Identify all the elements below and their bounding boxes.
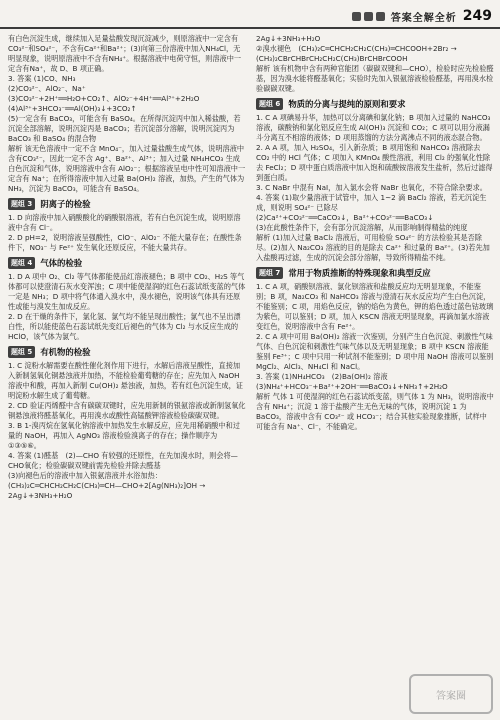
paragraph: 解析 该有机物中含有两种官能团（碳碳双键和—CHO），检验时应先检验醛基，因为溴水能将醛基氧化；实验时先加入银氨溶液检验醛基，再用溴水检验碳碳双键。 [256,64,494,93]
section-heading [256,98,494,110]
paragraph: 4. 答案 (1)醛基 (2)—CHO 有较强的还原性，在先加溴水时，则会将—CHO氧化；检验碳碳双键前需先检验并除去醛基 [8,451,238,470]
paragraph: ②溴水褪色 (CH₃)₂C═CHCH₂CH₂C(CH₃)═CHCOOH+2Br₂ → (CH₃)₂CBrCHBrCH₂CH₂C(CH₃)BrCHBrCOOH [256,44,457,63]
paragraph: 1. C A 项，硝酸钡溶液、氯化钡溶液和盐酸反应均无明显现象，不能鉴别；B 项，Na₂CO₃ 和 NaHCO₃ 溶液与澄清石灰水反应均产生白色沉淀，不能鉴别；C 项，用焰色反应，钠的焰色为黄色，钾的焰色透过蓝色钴玻璃为紫色，可以鉴别；D 项，加入 KSCN 溶液无明显现象，再滴加氯水溶液变红色，说明溶液中含有 Fe²⁺。 [256,282,494,331]
section-title: 有机物的检验 [40,347,91,357]
paragraph: (2)Ca²⁺+CO₃²⁻══CaCO₃↓，Ba²⁺+CO₃²⁻══BaCO₃↓ [256,213,434,222]
section-badge: 题组 5 [8,346,35,358]
header-icons [352,12,385,21]
paragraph: 2Ag↓+3NH₃+H₂O [256,34,321,43]
paragraph: 3. 答案 (1)NH₄HCO₃ (2)Ba(OH)₂ 溶液 (3)NH₄⁺+HCO₃⁻+Ba²⁺+2OH⁻══BaCO₃↓+NH₃↑+2H₂O [256,372,448,391]
section-badge: 题组 7 [256,267,283,279]
header [352,6,492,26]
paragraph: 4. 答案 (1)取少量溶液于试管中，加入 1~2 滴 BaCl₂ 溶液，若无沉淀生成，则说明 SO₄²⁻ 已除尽 [256,193,487,212]
page-number: 249 [462,8,492,24]
section-title: 物质的分离与提纯的原则和要求 [288,99,406,109]
watermark-text: 答案圈 [409,674,493,714]
watermark-logo [408,674,494,714]
paragraph: 3. 答案 (1)CO、NH₃ [8,74,76,83]
section-title: 气体的检验 [40,258,83,268]
section-heading [8,198,246,210]
section-badge: 题组 3 [8,198,35,210]
paragraph: 1. C 淀粉水解需要在酸性催化剂作用下进行，水解后溶液呈酸性，直接加入新制氢氧化铜悬浊液并加热，不能检验葡萄糖的存在；应先加入 NaOH 溶液中和酸，再加入新制 Cu(OH)₂ 悬浊液，加热，若有红色沉淀生成，证明淀粉水解生成了葡萄糖。 [8,361,243,400]
paragraph: (2)CO₃²⁻、AlO₂⁻、Na⁺ [8,84,86,93]
right-column [256,34,494,432]
paragraph: (5)一定含有 BaCO₃，可能含有 BaSO₄。在所得沉淀丙中加入稀盐酸，若沉淀全部溶解，说明沉淀丙是 BaCO₃；若沉淀部分溶解，说明沉淀丙为 BaCO₃ 和 BaSO₄ 的混合物 [8,114,241,143]
section-title: 常用于物质推断的特殊现象和典型反应 [288,268,431,278]
paragraph: (3)向褪色后的溶液中加入银氨溶液并水浴加热：(CH₃)₂C═CHCH₂CH₂C(CH₃)═CH—CHO+2[Ag(NH₃)₂]OH → 2Ag↓+3NH₃+H₂O [8,471,206,500]
paragraph: 2. A A 项，加入 H₂SO₄，引入新杂质；B 项用饱和 NaHCO₃ 溶液除去 CO₂ 中的 HCl 气体；C 项加入 KMnO₄ 酸性溶液，利用 Cl₂ 的强氧化性除去 FeCl₂；D 项中蛋白质溶液中加入饱和硫酸铵溶液发生盐析，然后过滤得到蛋白质。 [256,143,493,182]
paragraph: (4)Al³⁺+3HCO₃⁻══Al(OH)₃↓+3CO₂↑ [8,104,137,113]
paragraph: 解析 (1)加入过量 BaCl₂ 溶液后，可用检验 SO₄²⁻ 的方法检验其是否除尽。(2)加入 Na₂CO₃ 溶液的目的是除去 Ca²⁺ 和过量的 Ba²⁺。(3)若先加入盐酸再过滤，生成的沉淀会部分溶解，导致所得精盐不纯。 [256,233,490,262]
paragraph: 1. D 向溶液中加入硝酸酸化的硝酸银溶液，若有白色沉淀生成，说明原溶液中含有 Cl⁻。 [8,213,241,232]
section-heading [8,257,246,269]
paragraph: 2. D 在干燥的条件下，氯化氢、氯气均不能呈现出酸性；氯气也不呈出漂白性，所以能使蓝色石蕊试纸先变红后褪色的气体为 Cl₂ 与水反应生成的 HClO，该气体为氯气。 [8,312,241,341]
square-icon [352,12,361,21]
paragraph: (3)CO₃²⁻+2H⁺══H₂O+CO₂↑、AlO₂⁻+4H⁺══Al³⁺+2H₂O [8,94,200,103]
square-icon [364,12,373,21]
paragraph: 2. C A 项中可用 Ba(OH)₂ 溶液一次鉴别，分别产生白色沉淀、刺激性气味气体、白色沉淀和刺激性气味气体以及无明显现象；B 项中 KSCN 溶液能鉴别 Fe³⁺；C 项中只用一种试剂不能鉴别；D 项中用 NaOH 溶液可以鉴别 MgCl₂、AlCl₃、NH₄Cl 和 NaCl。 [256,332,494,371]
section-heading [8,346,246,358]
paragraph: 2. D pH=2，说明溶液呈强酸性，ClO⁻、AlO₂⁻ 不能大量存在；在酸性条件下，NO₃⁻ 与 Fe²⁺ 发生氧化还原反应，不能大量共存。 [8,233,242,252]
header-rule [0,27,500,29]
paragraph: 3. B 1-溴丙烷在氢氧化钠溶液中加热发生水解反应，应先用稀硝酸中和过量的 NaOH，再加入 AgNO₃ 溶液检验溴离子的存在；操作顺序为①③⑤⑥。 [8,421,240,450]
square-icon [376,12,385,21]
paragraph: 解析 气体 1 可使湿润的红色石蕊试纸变蓝，则气体 1 为 NH₃，说明溶液中含有 NH₄⁺；沉淀 1 溶于盐酸产生无色无味的气体，说明沉淀 1 为 BaCO₃，溶液中含有 CO₃²⁻ 或 HCO₃⁻；结合其他实验现象推断，试样中可能含有 Na⁺、Cl⁻，不能确定。 [256,392,494,431]
paragraph: 3. C NaBr 中混有 NaI，加入氯水会将 NaBr 也氧化，不符合除杂要求。 [256,183,487,192]
section-heading [256,267,494,279]
header-title: 答案全解全析 [390,12,457,24]
paragraph: 2. CD 验证丙烯醛中含有碳碳双键时，应先用新制的银氨溶液或新制氢氧化铜悬浊液将醛基氧化，再用溴水或酸性高锰酸钾溶液检验碳碳双键。 [8,401,246,420]
section-title: 阴离子的检验 [40,199,91,209]
paragraph: (3)在此酸性条件下，会有部分沉淀溶解，从而影响制得精盐的纯度 [256,223,468,232]
paragraph: 解析 该无色溶液中一定不含 MnO₄⁻，加入过量盐酸生成气体，说明溶液中含有CO₃²⁻，因此一定不含 Ag⁺、Ba²⁺、Al³⁺；加入过量 NH₄HCO₃ 生成白色沉淀和气体，说明溶液中含有 AlO₂⁻；根据溶液呈电中性可知溶液中一定含有 Na⁺；在所得溶液中加入过量 Ba(OH)₂ 溶液，加热，产生的气体为 NH₃，沉淀为 BaCO₃，可能含有 BaSO₄。 [8,144,246,193]
paragraph: 1. D A 项中 O₂、Cl₂ 等气体都能使品红溶液褪色；B 项中 CO₂、H₂S 等气体都可以使澄清石灰水变浑浊；C 项中能使湿润的红色石蕊试纸变蓝的气体一定是 NH₃；D 项中将气体通入溴水中，溴水褪色，说明该气体具有还原性或能与溴发生加成反应。 [8,272,246,311]
section-badge: 题组 4 [8,257,35,269]
left-column [8,34,246,501]
paragraph: 1. C A 项碘易升华，加热可以分离碘和氯化钠；B 项加入过量的 NaHCO₃ 溶液，碳酸钠和氯化铝反应生成 Al(OH)₃ 沉淀和 CO₂；C 项可以用分液漏斗分离互不相溶的液体；D 项用蒸馏的方法分离沸点不同的液态混合物。 [256,113,491,142]
section-badge: 题组 6 [256,98,283,110]
paragraph: 有白色沉淀生成，继续加入足量盐酸发现沉淀减少，则原溶液中一定含有CO₃²⁻和SO₄²⁻，不含有Ca²⁺和Ba²⁺；(3)向第三份溶液中加入NH₄Cl，无明显现象，说明原溶液中不含有NH₄⁺。根据溶液中电荷守恒，则溶液中一定含有Na⁺，故 D、B 项正确。 [8,34,242,73]
